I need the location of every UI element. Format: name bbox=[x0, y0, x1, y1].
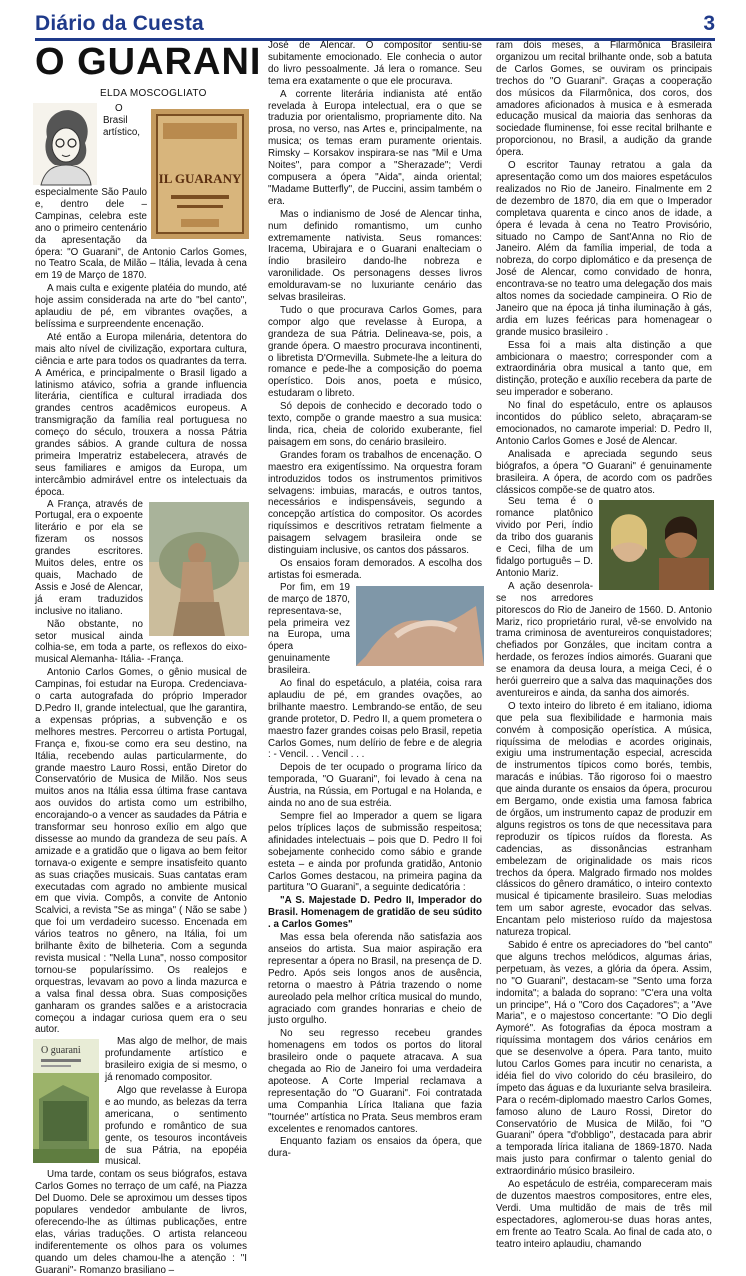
paragraph: No seu regresso recebeu grandes homenagens em todos os portos do litoral brasileiro onde o paquete atracava. A sua chegada ao Rio de Janeiro foi uma verdadeira apoteose. A Corte Imperial reclamava a representação do "O Guarani". Foi contratada uma Companhia Lírica Italiana que fazia "tournée" artística no Prata. Seus membros eram excelentes e renomados cantores. bbox=[268, 1028, 482, 1135]
paragraph: Só depois de conhecido e decorado todo o texto, compõe o grande maestro a sua musica: linda, rica, cheia de colorido exuberante, fiel paisagem em sons, do cenário brasileiro. bbox=[268, 401, 482, 448]
paragraph: No final do espetáculo, entre os aplausos incontidos do público seleto, abraçaram-se emocionados, no camarote imperial: D. Pedro II, Antonio Carlos Gomes e José de Alencar. bbox=[496, 400, 712, 447]
article-author: ELDA MOSCOGLIATO bbox=[100, 88, 207, 99]
paragraph: Depois de ter ocupado o programa lírico da temporada, "O Guarani", foi levado à cena na Áustria, na Rússia, em Portugal e na Holanda, e ainda no ano de sua estréia. bbox=[268, 762, 482, 810]
indigenous-painting-image bbox=[149, 502, 249, 636]
page-number: 3 bbox=[703, 12, 715, 35]
paragraph: Enquanto faziam os ensaios da ópera, que dura- bbox=[268, 1136, 482, 1160]
paragraph: A ação desenrola-se nos arredores pitorescos do Rio de Janeiro de 1560. D. Antonio Mariz, rico proprietário rural, vê-se envolvido na trama criminosa de aventureiros conquistadores; chefiados por Gonzáles, que incitam contra a herdade, os ferozes índios aimorés. Guarani que se enamora da deusa loura, a meiga Ceci, é o herói guerreiro que a salva das maquinações dos aventureiros e ainda, da sanha dos aimorés. bbox=[496, 580, 712, 699]
author-portrait-image bbox=[33, 103, 97, 185]
paragraph: Mas algo de melhor, de mais profundamente artístico e brasileiro exigia de si mesmo, o já renomado compositor. bbox=[105, 1036, 247, 1084]
paragraph: O Brasil artístico, especialmente São Paulo e, dentro dele – Campinas, celebra este ano o primeiro centenário da apresentação da ópera: "O Guarani", de Antonio Carlos Gomes, no Teatro Scala, de Milão – Itália, levada à cena em 19 de Março de 1870. bbox=[35, 103, 247, 282]
film-still-ceci-peri-image bbox=[599, 500, 714, 590]
paragraph: Tudo o que procurava Carlos Gomes, para compor algo que revelasse à Europa, a grandeza de sua Pátria. Delineava-se, pois, a grande ópera. O maestro procurava incontinenti, o libretista D'Ormevilla. Submete-lhe a leitura do romance e pede-lhe a composição do poema operístico. Dois anos, poeta e músico, estudaram o libreto. bbox=[268, 304, 482, 400]
article-column-3 bbox=[496, 40, 712, 1250]
publication-name: Diário da Cuesta bbox=[35, 12, 204, 35]
o-guarani-cd-cover-image bbox=[33, 1039, 99, 1163]
cd-cover-title: O guarani bbox=[41, 1045, 81, 1057]
paragraph: Antonio Carlos Gomes, o gênio musical de Campinas, foi estudar na Europa. Credenciava-o carta autografada do próprio Imperador D.Pedro II, grande intelectual, que lhe garantira, a expensas próprias, a subvenção e os melhores mestres. Percorreu o artista Portugal, França e, fixou-se como era seu destino, na Itália, recebendo aulas particularmente, do grande maestro Lauro Rossi, então Diretor do Conservatório de Musica de Milão. Nos seus muitos anos na Itália essa última frase cantava aos ouvidos do artista como um estribilho, encorajando-o a vencer as saudades da Pátria e transformar seu honroso exílio em algo que dissesse ao mundo da grandeza de seu país. A amizade e a gratidão que o ligava ao bem feitor tornava-o exigente e sempre insatisfeito quanto as suas criações musicais. Suas cantatas eram executadas com agrado no ambiente musical em que vivia. Compôs, a convite de Antonio Scalvici, a revista "Se as minga" ( Não se sabe ) que foi um verdadeiro sucesso. Encenada em vários teatros no gênero, na Itália, foi um brilhante êxito de bilheteria. Com a segunda revista musical : "Nella Luna", nosso compositor tornou-se popularíssimo. Os realejos e orquestras, levavam ao povo a linda mazurca e a valsa final dessa obra. Suas composições ganharam os grandes salões e a aristocracia começou a indagar curiosa quem era o seu autor. bbox=[35, 667, 247, 1036]
article-title: O GUARANI bbox=[35, 41, 262, 83]
paragraph: Os ensaios foram demorados. A escolha dos artistas foi esmerada. bbox=[268, 557, 482, 581]
paragraph: "A S. Majestade D. Pedro II, Imperador do Brasil. Homenagem de gratidão de seu súdito . a Carlos Gomes" bbox=[268, 895, 482, 931]
paragraph: Mas essa bela oferenda não satisfazia aos anseios do artista. Sua maior aspiração era representar a ópera no Brasil, na presença de D. Pedro. Após seis longos anos de ausência, retorna o maestro à Pátria trazendo o nome aureolado pela melhor crítica musical do mundo, agraciado com grandes honrarias e cheio de justo orgulho. bbox=[268, 932, 482, 1027]
paragraph: Grandes foram os trabalhos de encenação. O maestro era exigentíssimo. Na orquestra foram introduzidos todos os instrumentos primitivos selvagens: imbuias, maracás, e outros tantos, necessários e indispensáveis, segundo a concepção artística do compositor. Os acordes riquíssimos e descritivos retratam fielmente a paisagem selvagem brasileira onde se distinguiam inclusive, os cantos dos pássaros. bbox=[268, 449, 482, 557]
paragraph: José de Alencar. O compositor sentiu-se subitamente emocionado. Ele conhecia o autor do livro pessoalmente. Já lera o romance. Seu tema era exatamente o que ele procurava. bbox=[268, 40, 482, 87]
paragraph: A mais culta e exigente platéia do mundo, até hoje assim considerada na arte do "bel canto", aplaudiu de pé, em vibrantes ovações, a belíssima e surpreendente encenação. bbox=[35, 283, 247, 330]
paragraph: Sempre fiel ao Imperador a quem se ligara pelos tríplices laços de submissão respeitosa; afinidades intelectuais – pois que D. Pedro II foi sobejamente conhecido como sábio e grande esteta – e ainda por profunda gratidão, Antonio Carlos Gomes destacou, na primeira pagina da partitura "O Guarani", a seguinte dedicatória : bbox=[268, 811, 482, 894]
paragraph: Seu tema é o romance platônico vivido por Peri, índio da tribo dos guaranis e Ceci, filha de um fidalgo português – D. Antonio Mariz. bbox=[496, 496, 593, 579]
paragraph: ram dois meses, a Filarmônica Brasileira organizou um recital brilhante onde, sob a batuta de Carlos Gomes, se ouviram os principais trechos do "O Guarani". Graças a cooperação dos músicos da Filarmônica, dos coros, dos amadores aficionados à musica e à esmerada educação musical da maioria das senhoras da sociedade fluminense, foi esse recital brilhante e proporcionou, no Brasil, a audição da grande ópera. bbox=[496, 40, 712, 159]
paragraph: Não obstante, no setor musical ainda colhia-se, em toda a parte, os reflexos do eixo-musical Alemanha- Itália- -França. bbox=[35, 618, 247, 666]
film-still-hands-image bbox=[356, 586, 484, 666]
paragraph: A corrente literária indianista até então revelada à Europa intelectual, era o que se traduzia por orientalismo, propriamente dito. Na prosa, no verso, nas Artes e, principalmente, na musica; os temas eram puramente orientais. Rimsky – Korsakov inspirara-se nas "Mil e Uma Noites", para compor a "Sherazade"; Verdi compusera a ópera "Aida", ainda oriental; "Madame Butterfly", de Puccini, assim também o era. bbox=[268, 88, 482, 207]
paragraph: Por fim, em 19 de março de 1870, representava-se, pela primeira vez na Europa, uma ópera genuinamente brasileira. bbox=[268, 581, 350, 677]
paragraph: Essa foi a mais alta distinção a que ambicionara o maestro; corresponder com a extraordinária obra musical a tanto que, em distinção, proteção e auxílio recebera da parte de seu imperador e soberano. bbox=[496, 339, 712, 399]
paragraph: O texto inteiro do libreto é em italiano, idioma que pela sua flexibilidade e harmonia mais convém à composição operística. A música, riquíssima de melodias e acordes originais, exigiu uma instrumentação especial, acrescida de instrumentos típicos como borés, tembis, maracás e inúbias. Tão rigoroso foi o maestro que ainda durante os ensaios da ópera, procurou em Bergamo, onde existia uma famosa fabrica de órgãos, um instrumento capaz de produzir em alguns registros os tons de que necessitava para reproduzir os típicos ruídos da floresta. As cadencias, as dissonâncias estranham embelezam de originalidade os mais ricos trechos da ópera. Malgrado firmado nos moldes clássicos do gênero dramático, o inteiro contexto musical é tipicamente brasileiro. Suas melodias tem um sabor agreste, evocador das selvas. Encantam pelo misterioso ruído da majestosa natureza tropical. bbox=[496, 700, 712, 939]
paragraph: Mas o indianismo de José de Alencar tinha, num definido romantismo, um cunho extremamente nativista. Seus romances: Iracema, Ubirajara e o Guarani enalteciam o índio brasileiro dando-lhe nobreza e varonilidade. Os personagens desses livros emolduravam-se no luxuriante cenário das selvas brasileiras. bbox=[268, 208, 482, 304]
article-column-2 bbox=[268, 40, 482, 1160]
paragraph: Sabido é entre os apreciadores do "bel canto" que alguns trechos melódicos, algumas árias, perpetuam, às vezes, a glória da ópera. Assim, no "O Guarani", destacam-se "Sento uma forza indomita"; a balada do soprano: "C'era una volta un principe", Há o "Coro dos Caçadores"; a "Ave Maria", e o majestoso concertante: "O Dio degli Aymoré". As fotografias da época mostram a riquíssima montagem dos vários cenários em que se desenvolve a ópera. Para tanto, muito lutou Carlos Gomes para incutir no cenarista, a idéia fiel do vivo colorido do céu brasileiro, do ímpeto das águas e da luxuriante selva brasileira. Para o recém-diplomado maestro Carlos Gomes, famoso aluno de Lauro Rossi, Diretor do Conservatório de Musica de Milão, foi "O Guarani" ópera "d'obbligo", destacada para abrir a temporada lírica italiana de 1869-1870. Nada mais justo para confirmar o talento genial do extraordinário músico brasileiro. bbox=[496, 939, 712, 1178]
paragraph: Uma tarde, contam os seus biógrafos, estava Carlos Gomes no terraço de um café, na Piazza Del Duomo. Dele se aproximou um desses tipos populares vendedor ambulante de livros, oferecendo-lhe as últimas publicações, entre elas, várias traduções. O artista relanceou indiferentemente os olhos para os volumes quando um deles chamou-lhe a atenção : "I Guarani"- Romanzo brasiliano – bbox=[35, 1169, 247, 1276]
paragraph: Analisada e apreciada segundo seus biógrafos, a ópera "O Guarani" é genuinamente brasileira. A ópera, de acordo com os padrões clássicos compõe-se de quatro atos. bbox=[496, 448, 712, 496]
paragraph: Até então a Europa milenária, detentora do mais alto nível de civilização, exportara cultura, ciência e arte para todos os quadrantes da terra. A América, e principalmente o Brasil ligado a latinismo atávico, sofria a grande influencia literária, científica e cultural irradiada dos grandes centros acadêmicos europeus. A transmigração da família real portuguesa no começo do século, trouxera a nossa Pátria grandes sábios. A grande cultura de nossa primeira Imperatriz estabelecera, através de seus familiares e amigos da Europa, um intercâmbio admirável entre os intelectuais da época. bbox=[35, 331, 247, 498]
paragraph: Ao espetáculo de estréia, compareceram mais de duzentos maestros compositores, entre eles, Verdi. Uma multidão de mais de três mil espectadores, aglomerou-se duas horas antes, em frente ao Teatro Scala. Ao final de cada ato, o teatro inteiro aplaudiu, chamando bbox=[496, 1179, 712, 1250]
paragraph: Ao final do espetáculo, a platéia, coisa rara aplaudiu de pé, em grandes ovações, ao brilhante maestro. Lembrando-se então, de seu grande protetor, D. Pedro II, a quem prometera o maestro fazer grandes coisas pelo Brasil, repetia Carlos Gomes, num delírio de febre e de alegria : - Vencil. . . Vencil . . . bbox=[268, 678, 482, 761]
paragraph: O escritor Taunay retratou a gala da apresentação como um dos maiores espetáculos realizados no Rio de Janeiro. Finalmente em 2 de dezembro de 1870, dia em que o Imperador completava quarenta e cinco anos de idade, a ópera é levada à cena no Teatro Provisório, situado no Campo de Sant'Anna no Rio de Janeiro. Além da família imperial, de toda a nobreza, do corpo diplomático e da presença de José de Alencar, como convidado de honra, encontrava-se no teatro uma delegação dos mais altos nomes da sociedade campineira. O Rio de Janeiro que na época já tinha iluminação à gás, ardia em luzes feéricas para homenagear o grande musico brasileiro . bbox=[496, 160, 712, 338]
il-guarany-book-cover-image bbox=[151, 109, 249, 239]
paragraph: A França, através de Portugal, era o expoente literário e por ela se fizeram os nossos grandes escritores. Muitos deles, entre os quais, Machado de Assis e José de Alencar, já eram traduzidos inclusive no italiano. bbox=[35, 498, 143, 617]
article-column-1 bbox=[35, 103, 247, 1276]
paragraph: Algo que revelasse à Europa e ao mundo, as belezas da terra americana, o sentimento profundo e romântico de sua gente, os tesouros incontáveis de sua Pátria, na epopéia musical. bbox=[105, 1084, 247, 1168]
book-cover-title: IL GUARANY bbox=[158, 171, 242, 186]
